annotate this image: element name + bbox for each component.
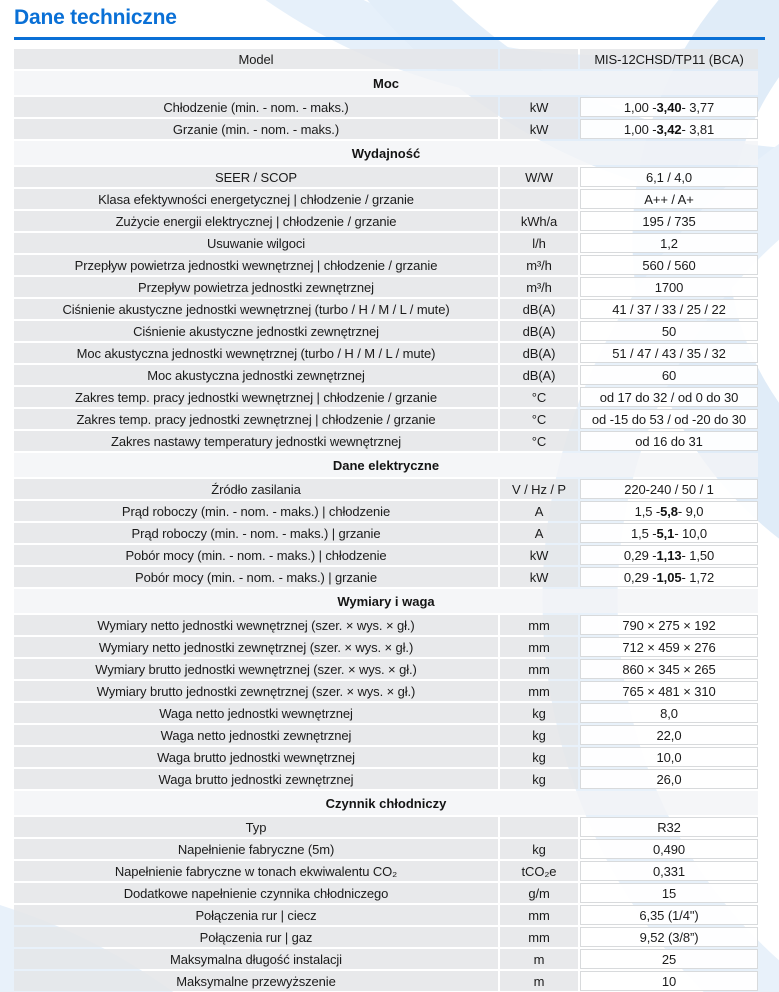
table-row <box>14 971 758 991</box>
row-value: 0,331 <box>580 861 758 881</box>
row-label: Typ <box>14 817 498 837</box>
row-label: Waga netto jednostki zewnętrznej <box>14 725 498 745</box>
row-unit: kW <box>500 97 578 117</box>
table-row <box>14 343 758 363</box>
row-unit: A <box>500 523 578 543</box>
section-header: Wymiary i waga <box>14 589 758 613</box>
table-row <box>14 949 758 969</box>
row-unit <box>500 189 578 209</box>
row-unit: kW <box>500 567 578 587</box>
row-label: Zużycie energii elektrycznej | chłodzenie / grzanie <box>14 211 498 231</box>
row-unit: kg <box>500 747 578 767</box>
row-value: 50 <box>580 321 758 341</box>
row-label: Przepływ powietrza jednostki wewnętrznej | chłodzenie / grzanie <box>14 255 498 275</box>
row-label: Usuwanie wilgoci <box>14 233 498 253</box>
table-row <box>14 545 758 565</box>
row-label: Dodatkowe napełnienie czynnika chłodniczego <box>14 883 498 903</box>
row-value: A++ / A+ <box>580 189 758 209</box>
table-row <box>14 659 758 679</box>
row-value: 41 / 37 / 33 / 25 / 22 <box>580 299 758 319</box>
row-unit: kg <box>500 725 578 745</box>
table-row <box>14 769 758 789</box>
row-value: 1,5 - 5,1 - 10,0 <box>580 523 758 543</box>
table-row <box>14 233 758 253</box>
row-value: 560 / 560 <box>580 255 758 275</box>
row-label: Pobór mocy (min. - nom. - maks.) | chłodzenie <box>14 545 498 565</box>
row-value: od -15 do 53 / od -20 do 30 <box>580 409 758 429</box>
row-unit: W/W <box>500 167 578 187</box>
table-row <box>14 725 758 745</box>
row-unit: mm <box>500 637 578 657</box>
table-row <box>14 167 758 187</box>
page-title: Dane techniczne <box>14 6 177 29</box>
row-value: 60 <box>580 365 758 385</box>
table-row <box>14 839 758 859</box>
row-value: 8,0 <box>580 703 758 723</box>
row-label: Model <box>14 49 498 69</box>
table-row <box>14 615 758 635</box>
row-value: od 17 do 32 / od 0 do 30 <box>580 387 758 407</box>
row-value: 0,29 - 1,13 - 1,50 <box>580 545 758 565</box>
table-row <box>14 409 758 429</box>
row-unit: mm <box>500 615 578 635</box>
row-value: 1700 <box>580 277 758 297</box>
table-row <box>14 255 758 275</box>
row-unit: mm <box>500 905 578 925</box>
table-row <box>14 927 758 947</box>
row-label: Napełnienie fabryczne w tonach ekwiwalentu CO₂ <box>14 861 498 881</box>
row-unit: kWh/a <box>500 211 578 231</box>
table-row <box>14 523 758 543</box>
title-underline <box>14 37 765 40</box>
row-label: Maksymalna długość instalacji <box>14 949 498 969</box>
row-unit: kW <box>500 545 578 565</box>
table-row <box>14 97 758 117</box>
row-value: 1,00 - 3,40 - 3,77 <box>580 97 758 117</box>
row-value: 712 × 459 × 276 <box>580 637 758 657</box>
row-label: Połączenia rur | ciecz <box>14 905 498 925</box>
row-unit: kg <box>500 839 578 859</box>
row-unit: m³/h <box>500 277 578 297</box>
row-unit: l/h <box>500 233 578 253</box>
row-label: Zakres temp. pracy jednostki zewnętrznej | chłodzenie / grzanie <box>14 409 498 429</box>
row-value: 22,0 <box>580 725 758 745</box>
row-unit: tCO₂e <box>500 861 578 881</box>
row-value: 860 × 345 × 265 <box>580 659 758 679</box>
table-row <box>14 431 758 451</box>
row-unit: A <box>500 501 578 521</box>
row-label: Waga brutto jednostki wewnętrznej <box>14 747 498 767</box>
row-unit <box>500 817 578 837</box>
row-label: SEER / SCOP <box>14 167 498 187</box>
row-label: Wymiary netto jednostki wewnętrznej (szer. × wys. × gł.) <box>14 615 498 635</box>
row-value: 195 / 735 <box>580 211 758 231</box>
row-label: Klasa efektywności energetycznej | chłodzenie / grzanie <box>14 189 498 209</box>
row-label: Połączenia rur | gaz <box>14 927 498 947</box>
row-label: Wymiary brutto jednostki wewnętrznej (szer. × wys. × gł.) <box>14 659 498 679</box>
table-row <box>14 365 758 385</box>
row-label: Napełnienie fabryczne (5m) <box>14 839 498 859</box>
row-unit: kg <box>500 703 578 723</box>
row-unit <box>500 49 578 69</box>
row-unit: dB(A) <box>500 343 578 363</box>
row-value: 1,2 <box>580 233 758 253</box>
row-unit: V / Hz / P <box>500 479 578 499</box>
row-label: Waga brutto jednostki zewnętrznej <box>14 769 498 789</box>
table-row <box>14 681 758 701</box>
row-unit: dB(A) <box>500 321 578 341</box>
table-row <box>14 817 758 837</box>
row-label: Ciśnienie akustyczne jednostki wewnętrznej (turbo / H / M / L / mute) <box>14 299 498 319</box>
row-value: 51 / 47 / 43 / 35 / 32 <box>580 343 758 363</box>
row-unit: °C <box>500 409 578 429</box>
section-header: Wydajność <box>14 141 758 165</box>
section-header: Dane elektryczne <box>14 453 758 477</box>
section-header: Czynnik chłodniczy <box>14 791 758 815</box>
table-row <box>14 119 758 139</box>
row-value: 6,1 / 4,0 <box>580 167 758 187</box>
row-unit: °C <box>500 431 578 451</box>
row-value: R32 <box>580 817 758 837</box>
table-row <box>14 479 758 499</box>
row-value: 6,35 (1/4") <box>580 905 758 925</box>
table-row <box>14 277 758 297</box>
row-value: 15 <box>580 883 758 903</box>
table-row <box>14 321 758 341</box>
row-unit: mm <box>500 659 578 679</box>
row-value: 0,490 <box>580 839 758 859</box>
row-label: Prąd roboczy (min. - nom. - maks.) | chłodzenie <box>14 501 498 521</box>
row-unit: mm <box>500 681 578 701</box>
table-row <box>14 501 758 521</box>
table-row <box>14 883 758 903</box>
row-value: 10 <box>580 971 758 991</box>
row-value: 26,0 <box>580 769 758 789</box>
row-value: 765 × 481 × 310 <box>580 681 758 701</box>
row-value: 220-240 / 50 / 1 <box>580 479 758 499</box>
row-value: 1,5 - 5,8 - 9,0 <box>580 501 758 521</box>
row-label: Maksymalne przewyższenie <box>14 971 498 991</box>
row-value: 1,00 - 3,42 - 3,81 <box>580 119 758 139</box>
table-row <box>14 189 758 209</box>
row-label: Przepływ powietrza jednostki zewnętrznej <box>14 277 498 297</box>
table-row <box>14 861 758 881</box>
row-label: Wymiary netto jednostki zewnętrznej (szer. × wys. × gł.) <box>14 637 498 657</box>
row-label: Źródło zasilania <box>14 479 498 499</box>
table-row <box>14 703 758 723</box>
row-unit: °C <box>500 387 578 407</box>
row-value: od 16 do 31 <box>580 431 758 451</box>
row-label: Pobór mocy (min. - nom. - maks.) | grzanie <box>14 567 498 587</box>
table-row <box>14 637 758 657</box>
table-row <box>14 747 758 767</box>
row-label: Chłodzenie (min. - nom. - maks.) <box>14 97 498 117</box>
row-label: Grzanie (min. - nom. - maks.) <box>14 119 498 139</box>
row-unit: mm <box>500 927 578 947</box>
table-row <box>14 211 758 231</box>
row-label: Prąd roboczy (min. - nom. - maks.) | grzanie <box>14 523 498 543</box>
section-header: Moc <box>14 71 758 95</box>
row-value: 10,0 <box>580 747 758 767</box>
row-value: MIS-12CHSD/TP11 (BCA) <box>580 49 758 69</box>
row-label: Wymiary brutto jednostki zewnętrznej (szer. × wys. × gł.) <box>14 681 498 701</box>
row-unit: dB(A) <box>500 299 578 319</box>
row-value: 25 <box>580 949 758 969</box>
table-row <box>14 387 758 407</box>
row-label: Zakres nastawy temperatury jednostki wewnętrznej <box>14 431 498 451</box>
table-row <box>14 905 758 925</box>
row-unit: m³/h <box>500 255 578 275</box>
row-label: Zakres temp. pracy jednostki wewnętrznej | chłodzenie / grzanie <box>14 387 498 407</box>
row-value: 0,29 - 1,05 - 1,72 <box>580 567 758 587</box>
row-label: Moc akustyczna jednostki wewnętrznej (turbo / H / M / L / mute) <box>14 343 498 363</box>
spec-table <box>14 49 758 991</box>
row-value: 9,52 (3/8”) <box>580 927 758 947</box>
row-unit: g/m <box>500 883 578 903</box>
row-unit: kg <box>500 769 578 789</box>
row-unit: dB(A) <box>500 365 578 385</box>
row-label: Moc akustyczna jednostki zewnętrznej <box>14 365 498 385</box>
row-label: Waga netto jednostki wewnętrznej <box>14 703 498 723</box>
row-unit: m <box>500 971 578 991</box>
table-row <box>14 299 758 319</box>
row-value: 790 × 275 × 192 <box>580 615 758 635</box>
row-unit: kW <box>500 119 578 139</box>
row-label: Ciśnienie akustyczne jednostki zewnętrznej <box>14 321 498 341</box>
table-row <box>14 567 758 587</box>
row-unit: m <box>500 949 578 969</box>
model-row <box>14 49 758 69</box>
